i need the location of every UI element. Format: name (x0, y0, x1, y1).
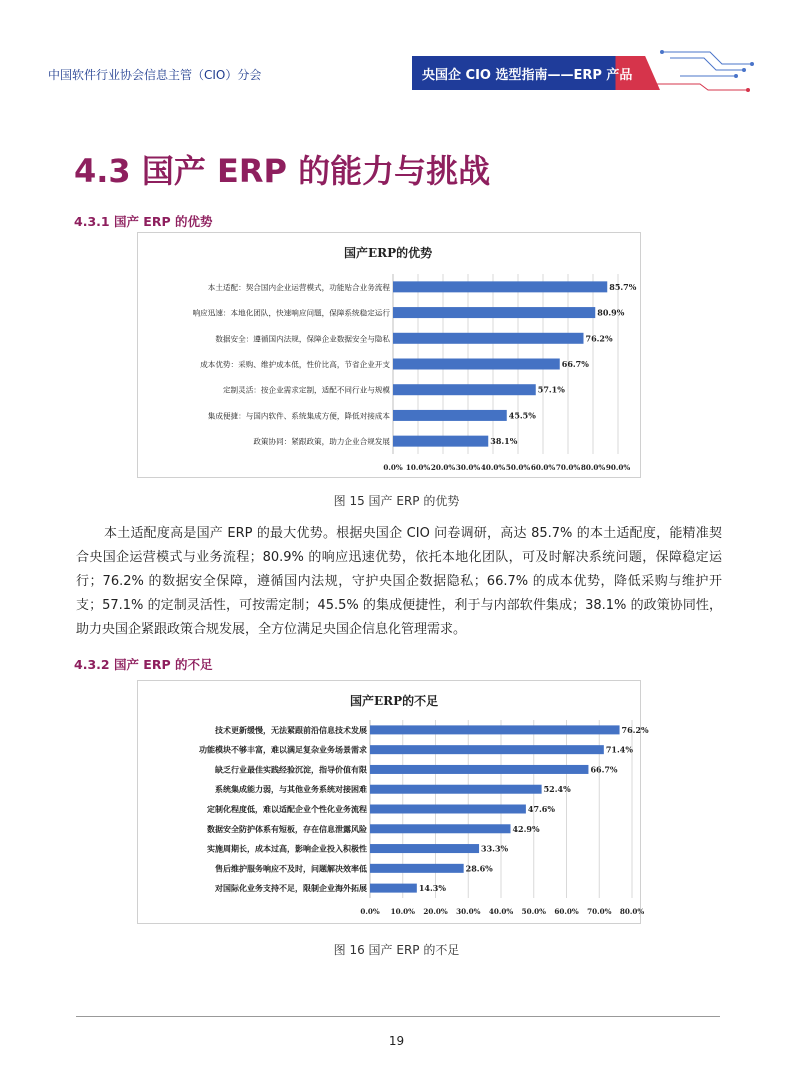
bar (393, 359, 560, 370)
category-label: 售后维护服务响应不及时，问题解决效率低 (215, 863, 367, 874)
data-label: 57.1% (537, 384, 565, 395)
x-tick-label: 80.0% (580, 463, 606, 472)
x-tick-label: 30.0% (456, 907, 481, 916)
shortcomings-bar-chart (137, 680, 649, 922)
data-label: 38.1% (490, 436, 518, 447)
data-label: 28.6% (465, 863, 493, 874)
bar (370, 884, 417, 893)
x-tick-label: 40.0% (480, 463, 506, 472)
bar (370, 864, 464, 873)
data-label: 42.9% (512, 823, 540, 834)
advantages-bar-chart (137, 232, 639, 476)
category-label: 数据安全防护体系有短板，存在信息泄露风险 (207, 823, 367, 834)
bar (393, 436, 488, 447)
x-tick-label: 70.0% (587, 907, 612, 916)
category-label: 数据安全：遵循国内法规，保障企业数据安全与隐私 (215, 334, 390, 344)
category-label: 本土适配：契合国内企业运营模式，功能贴合业务流程 (207, 282, 390, 292)
bar (370, 745, 604, 754)
subsection-title-advantages: 4.3.1 国产 ERP 的优势 (74, 214, 213, 229)
data-label: 66.7% (590, 764, 618, 775)
data-label: 76.2% (585, 333, 613, 344)
x-tick-label: 10.0% (405, 463, 431, 472)
circuit-decoration (640, 44, 760, 94)
bar (370, 844, 479, 853)
x-tick-label: 60.0% (554, 907, 579, 916)
bar (370, 785, 542, 794)
data-label: 47.6% (527, 804, 555, 814)
chart-title-shortcomings: 国产ERP的不足 (350, 694, 439, 708)
data-label: 80.9% (597, 307, 625, 318)
figure-16-caption: 图 16 国产 ERP 的不足 (333, 943, 460, 957)
x-tick-label: 0.0% (360, 907, 380, 916)
bar (370, 805, 526, 814)
x-tick-label: 10.0% (390, 907, 415, 916)
x-tick-label: 60.0% (530, 463, 556, 472)
bar (393, 307, 595, 318)
category-label: 技术更新缓慢，无法紧跟前沿信息技术发展 (215, 724, 367, 735)
data-label: 45.5% (508, 410, 536, 421)
x-tick-label: 50.0% (505, 463, 531, 472)
category-label: 功能模块不够丰富，难以满足复杂业务场景需求 (199, 744, 367, 755)
x-tick-label: 20.0% (430, 463, 456, 472)
data-label: 71.4% (605, 744, 633, 755)
bar (393, 410, 507, 421)
footer-divider (76, 1016, 720, 1017)
category-label: 响应迅速：本地化团队，快速响应问题，保障系统稳定运行 (192, 308, 390, 318)
x-tick-label: 80.0% (619, 907, 645, 916)
x-tick-label: 20.0% (423, 907, 448, 916)
page-number: 19 (388, 1034, 405, 1048)
bar (393, 333, 584, 344)
data-label: 33.3% (481, 843, 509, 854)
guide-title: 央国企 CIO 选型指南——ERP 产品 (422, 68, 633, 83)
bar (370, 765, 588, 774)
category-label: 系统集成能力弱，与其他业务系统对接困难 (215, 784, 367, 795)
category-label: 定制化程度低，难以适配企业个性化业务流程 (207, 804, 367, 814)
data-label: 85.7% (609, 281, 637, 292)
x-tick-label: 90.0% (605, 463, 631, 472)
chart-title-advantages: 国产ERP的优势 (344, 246, 433, 260)
category-label: 政策协同：紧跟政策，助力企业合规发展 (253, 437, 390, 447)
organization-name: 中国软件行业协会信息主管（CIO）分会 (48, 68, 262, 82)
category-label: 实施周期长，成本过高，影响企业投入积极性 (207, 843, 367, 854)
bar (393, 281, 607, 292)
data-label: 76.2% (621, 724, 649, 735)
subsection-title-shortcomings: 4.3.2 国产 ERP 的不足 (74, 657, 213, 672)
bar (370, 725, 620, 734)
x-tick-label: 70.0% (555, 463, 581, 472)
data-label: 52.4% (543, 784, 571, 795)
x-tick-label: 40.0% (488, 907, 514, 916)
data-label: 66.7% (561, 359, 589, 369)
bar (393, 384, 536, 395)
category-label: 对国际化业务支持不足，限制企业海外拓展 (215, 883, 367, 894)
advantages-paragraph: 本土适配度高是国产 ERP 的最大优势。根据央国企 CIO 问卷调研，高达 85.7% 的本土适配度，能精准契合央国企运营模式与业务流程；80.9% 的响应迅速优势，依托本地化团队，可及时解决系统问题，保障稳定运行；76.2% 的数据安全保障，遵循国内法规，守护央国企数据隐私；66.7% 的成本优势，降低采购与维护开支；57.1% 的定制灵活性，可按需定制；45.5% 的集成便捷性，利于与内部软件集成；38.1% 的政策协同性，助力央国企紧跟政策合规发展，全方位满足央国企信息化管理需求。 (76, 526, 722, 637)
category-label: 缺乏行业最佳实践经验沉淀，指导价值有限 (215, 764, 367, 775)
category-label: 定制灵活：按企业需求定制，适配不同行业与规模 (222, 385, 390, 395)
data-label: 14.3% (418, 883, 446, 894)
x-tick-label: 0.0% (383, 463, 403, 472)
section-title: 4.3 国产 ERP 的能力与挑战 (74, 152, 491, 190)
category-label: 成本优势：采购、维护成本低，性价比高，节省企业开支 (200, 360, 390, 369)
figure-15-caption: 图 15 国产 ERP 的优势 (333, 494, 460, 508)
category-label: 集成便捷：与国内软件、系统集成方便，降低对接成本 (207, 411, 390, 421)
x-tick-label: 30.0% (455, 463, 481, 472)
bar (370, 824, 510, 833)
x-tick-label: 50.0% (521, 907, 546, 916)
